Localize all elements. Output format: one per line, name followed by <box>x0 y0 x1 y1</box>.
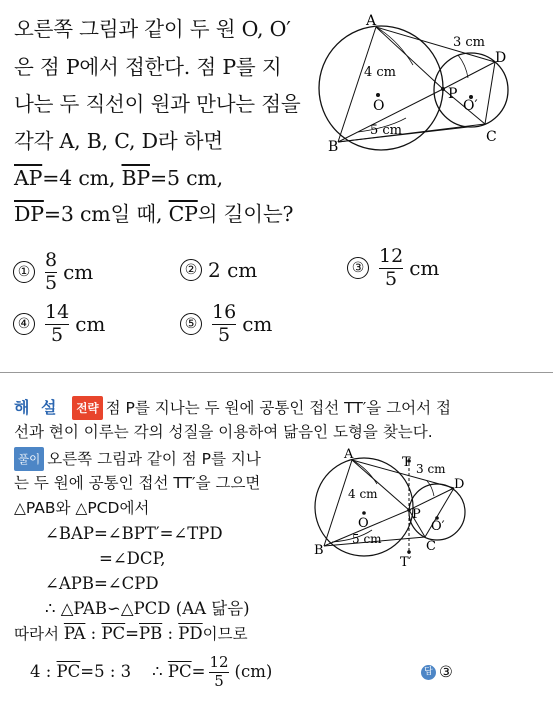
sol-label-t: T <box>402 455 411 470</box>
solution-final-line <box>30 655 272 690</box>
segment-pc-ratio: $\overline{PC}$ <box>101 624 126 643</box>
option-2-text: 2 cm <box>208 258 258 282</box>
body8-suffix: 이므로 <box>202 625 248 643</box>
solution-body-line-2: 는 두 원에 공통인 접선 TT′을 그으면 <box>14 474 261 492</box>
body-tag: 풀이 <box>14 447 44 471</box>
ratio-colon-2: : <box>162 624 179 643</box>
label-o-prime: O′ <box>463 98 478 114</box>
question-line-1: 오른쪽 그림과 같이 두 원 O, O′ <box>14 17 291 41</box>
segment-cp: $\overline{CP}$ <box>168 202 198 226</box>
ratio-equals: = <box>125 624 139 643</box>
option-4-unit: cm <box>75 312 106 337</box>
option-4-fraction <box>45 303 69 346</box>
sol-brace-dp <box>427 481 434 496</box>
solution-body-line-5: =∠DCP, <box>99 549 166 568</box>
option-3-fraction <box>379 247 403 290</box>
segment-pb: $\overline{PB}$ <box>139 624 163 643</box>
option-2-number: ② <box>180 259 202 281</box>
label-o: O <box>373 98 385 114</box>
option-1-numerator: 8 <box>45 249 58 271</box>
final-equals: = <box>191 662 206 682</box>
brace-dp <box>458 55 468 78</box>
question-line-5 <box>14 163 223 193</box>
solution-body-line-6: ∠APB=∠CPD <box>45 574 159 593</box>
solution-body-line-4: ∠BAP=∠BPT′=∠TPD <box>45 524 223 543</box>
segment-dp: $\overline{DP}$ <box>14 202 44 226</box>
option-5-fraction <box>212 303 236 346</box>
option-5-unit: cm <box>242 312 273 337</box>
sol-center-o-dot <box>362 511 366 515</box>
body-text-1: 오른쪽 그림과 같이 점 P를 지나 <box>47 450 261 468</box>
answer-badge: 답 <box>421 665 436 680</box>
solution-strategy-line-2: 선과 현이 이루는 각의 성질을 이용하여 닮음인 도형을 찾는다. <box>14 423 433 441</box>
ratio-colon-1: : <box>85 624 102 643</box>
segment-pd: $\overline{PD}$ <box>178 624 203 643</box>
strategy-text-1: 점 P를 지나는 두 원에 공통인 접선 TT′을 그어서 접 <box>105 399 452 417</box>
solution-body-line-8 <box>14 623 248 645</box>
segment-bp: $\overline{BP}$ <box>121 166 150 190</box>
final-fraction <box>209 655 228 690</box>
line-bc <box>338 124 485 142</box>
point-p-dot <box>441 87 445 91</box>
solution-body-line-1 <box>14 447 261 471</box>
sol-label-c: C <box>426 539 436 554</box>
segment-ap-value: =4 cm, <box>42 166 122 190</box>
option-3-denominator: 5 <box>385 267 398 290</box>
segment-ap: $\overline{AP}$ <box>14 166 43 190</box>
sol-label-t-prime: T′ <box>400 555 412 570</box>
strategy-tag: 전략 <box>72 396 102 420</box>
answer-value: ③ <box>439 663 453 681</box>
final-a: 4 : <box>30 662 57 682</box>
sol-label-b: B <box>314 543 324 558</box>
sol-label-o-prime: O′ <box>431 519 445 534</box>
option-4-denominator: 5 <box>51 323 64 346</box>
option-1-fraction <box>45 251 57 294</box>
option-3[interactable] <box>347 247 439 290</box>
final-unit: (cm) <box>234 662 273 682</box>
sol-label-o: O <box>358 516 369 531</box>
sol-label-4cm: 4 cm <box>348 487 378 501</box>
label-p: P <box>448 86 458 102</box>
option-4-number: ④ <box>13 313 35 335</box>
option-1-unit: cm <box>63 260 94 285</box>
question-tail: 의 길이는? <box>197 202 294 226</box>
sol-point-t2-dot <box>407 550 411 554</box>
solution-body-line-3: △PAB와 △PCD에서 <box>14 499 150 517</box>
option-3-unit: cm <box>409 256 440 281</box>
tangent-circles-figure <box>318 10 548 160</box>
question-line-6 <box>14 199 293 229</box>
label-3cm: 3 cm <box>453 35 486 50</box>
label-a: A <box>366 13 377 29</box>
option-3-number: ③ <box>347 257 369 279</box>
option-4[interactable] <box>13 303 105 346</box>
final-pc-1: $\overline{PC}$ <box>56 662 81 682</box>
line-pd <box>443 62 495 89</box>
final-c: =5 : 3 ∴ <box>80 662 168 682</box>
option-5-numerator: 16 <box>212 301 237 323</box>
line-dc <box>485 62 495 124</box>
label-5cm: 5 cm <box>370 123 403 138</box>
label-c: C <box>486 129 497 145</box>
option-2[interactable] <box>180 258 257 282</box>
option-5-denominator: 5 <box>218 323 231 346</box>
question-line-2: 은 점 P에서 접한다. 점 P를 지 <box>14 55 282 79</box>
segment-bp-value: =5 cm, <box>149 166 223 190</box>
sol-label-d: D <box>454 477 465 492</box>
solution-body-line-7: ∴ △PAB∽△PCD (AA 닮음) <box>45 599 250 618</box>
sol-label-p: P <box>412 507 421 522</box>
option-1-denominator: 5 <box>45 271 58 294</box>
solution-heading: 해 설 <box>14 398 60 417</box>
sol-label-5cm: 5 cm <box>352 532 382 546</box>
option-5[interactable] <box>180 303 272 346</box>
section-divider <box>0 372 553 373</box>
segment-dp-value: =3 cm일 때, <box>43 202 169 226</box>
option-4-numerator: 14 <box>45 301 70 323</box>
solution-figure <box>312 446 512 571</box>
sol-point-p-dot <box>407 508 411 512</box>
question-line-3: 나는 두 직선이 원과 만나는 점을 <box>14 92 301 116</box>
question-line-4: 각각 A, B, C, D라 하면 <box>14 129 224 153</box>
label-4cm: 4 cm <box>364 65 397 80</box>
sol-label-3cm: 3 cm <box>416 462 446 476</box>
final-numerator: 12 <box>209 653 229 671</box>
option-1-number: ① <box>13 261 35 283</box>
solution-strategy-line-1 <box>14 396 451 420</box>
option-3-numerator: 12 <box>379 245 404 267</box>
final-denominator: 5 <box>214 671 224 690</box>
label-b: B <box>328 139 339 155</box>
sol-label-a: A <box>344 447 354 462</box>
body8-prefix: 따라서 <box>14 625 64 643</box>
final-pc-2: $\overline{PC}$ <box>167 662 192 682</box>
answer <box>421 661 453 683</box>
segment-pa: $\overline{PA}$ <box>63 624 86 643</box>
center-o-dot <box>376 93 380 97</box>
option-5-number: ⑤ <box>180 313 202 335</box>
option-1[interactable] <box>13 251 93 294</box>
label-d: D <box>495 50 507 66</box>
